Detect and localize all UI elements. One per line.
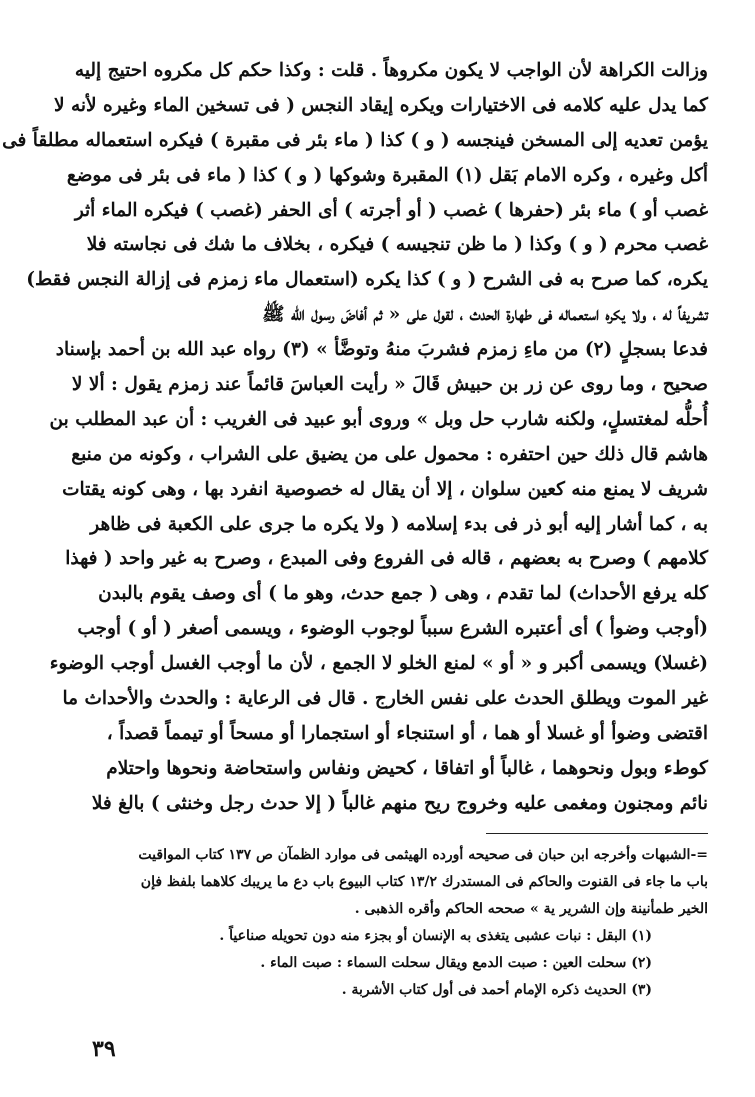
footnotes-section — [92, 842, 708, 1004]
body-line: شريف لا يمنع منه كعين سلوان ، إلا أن يقال له خصوصية انفرد بها ، وهى كونه يقتات — [62, 478, 708, 500]
body-line: غصب محرم ( و ) وكذا ( ما ظن تنجيسه ) فيكره ، بخلاف ما شك فى نجاسته فلا — [86, 234, 708, 256]
body-line: غصب أو ) ماء بئر (حفرها ) غصب ( أو أجرته ) أى الحفر (غصب ) فيكره الماء أثر — [74, 199, 708, 221]
body-line: كوطء وبول ونحوهما ، غالباً أو اتفاقا ، كحيض ونفاس واستحاضة ونحوها واحتلام — [106, 757, 708, 779]
footnote-continuation-line: الخير طمأنينة وإن الشرير ية » صححه الحاكم وأقره الذهبى . — [354, 901, 708, 917]
footnote-continuation-line: =-الشبهات وأخرجه ابن حبان فى صحيحه أورده الهيثمى فى موارد الظمآن ص ١٣٧ كتاب المواقيت — [138, 847, 708, 863]
page-number: ٣٩ — [92, 1036, 116, 1062]
body-line: به ، كما أشار إليه أبو ذر فى بدء إسلامه ( ولا يكره ما جرى على الكعبة فى ظاهر — [90, 513, 708, 535]
body-line: أكل وغيره ، وكره الامام بَقل (١) المقبرة وشوكها ( و ) كذا ( ماء فى بئر فى موضع — [66, 164, 708, 186]
body-line: يكره، كما صرح به فى الشرح ( و ) كذا يكره (استعمال ماء زمزم فى إزالة النجس فقط) — [26, 269, 708, 291]
body-line: هاشم قال ذلك حين احتفره : محمول على من يضيق على الشراب ، وكونه من منبع — [71, 443, 708, 465]
body-line: يؤمن تعديه إلى المسخن فينجسه ( و ) كذا ( ماء بئر فى مقبرة ) فيكره استعماله مطلقاً فى — [2, 129, 708, 151]
body-line: فدعا بسجلٍ (٢) من ماءِ زمزم فشربَ منهُ وتوضَّأ » (٣) رواه عبد الله بن أحمد بإسناد — [55, 339, 708, 361]
body-line: كله يرفع الأحداث) لما تقدم ، وهى ( جمع حدث، وهو ما ) أى وصف يقوم بالبدن — [98, 583, 708, 605]
body-line: نائم ومجنون ومغمى عليه وخروج ريح منهم غالباً ( إلا حدث رجل وخنثى ) بالغ فلا — [91, 792, 708, 814]
body-line: وزالت الكراهة لأن الواجب لا يكون مكروهاً . قلت : وكذا حكم كل مكروه احتيج إليه — [74, 60, 708, 81]
footnote-continuation-line: باب ما جاء فى القنوت والحاكم فى المستدرك ١٣/٢ كتاب البيوع باب دع ما يريبك كلاهما بلفظ فإن — [140, 874, 708, 890]
footnote-2: (٢) سحلت العين : صبت الدمع ويقال سحلت السماء : صبت الماء . — [260, 955, 652, 971]
body-line: (غسلا) ويسمى أكبر و « أو » لمنع الخلو لا الجمع ، لأن ما أوجب الغسل أوجب الوضوء — [49, 653, 708, 675]
footnote-1: (١) البقل : نبات عشبى يتغذى به الإنسان أو بجزء منه دون تحويله صناعياً . — [219, 928, 652, 944]
footnote-3: (٣) الحديث ذكره الإمام أحمد فى أول كتاب الأشربة . — [341, 982, 652, 998]
footnote-separator — [486, 833, 708, 834]
body-line: اقتضى وضوأ أو غسلا أو هما ، أو استنجاء أو استجمارا أو مسحاً أو تيمماً قصداً ، — [106, 722, 708, 744]
body-line: أُحلُّه لمغتسلٍ، ولكنه شارب حل وبل » وروى أبو عبيد فى الغريب : أن عبد المطلب بن — [49, 408, 708, 430]
body-line: صحيح ، وما روى عن زر بن حبيش قَالَ « رأيت العباسَ قائماً عند زمزم يقول : ألا لا — [71, 374, 708, 396]
body-line: كما يدل عليه كلامه فى الاختيارات ويكره إيقاد النجس ( فى تسخين الماء وغيره لأنه لا — [53, 94, 708, 116]
body-line: غير الموت ويطلق الحدث على نفس الخارج . قال فى الرعاية : والحدث والأحداث ما — [62, 688, 708, 710]
body-line: كلامهم ) وصرح به بعضهم ، قاله فى الفروع وفى المبدع ، وصرح به غير واحد ( فهذا — [65, 548, 708, 570]
body-line: (أوجب وضوأ ) أى أعتبره الشرع سبباً لوجوب الوضوء ، ويسمى أصغر ( أو ) أوجب — [77, 618, 708, 640]
body-line: تشريفاً له ، ولا يكره استعماله فى طهارة الحدث ، لقول على « ثم أفاضَ رسول الله ﷺ — [262, 304, 708, 326]
main-body-text — [2, 54, 708, 822]
